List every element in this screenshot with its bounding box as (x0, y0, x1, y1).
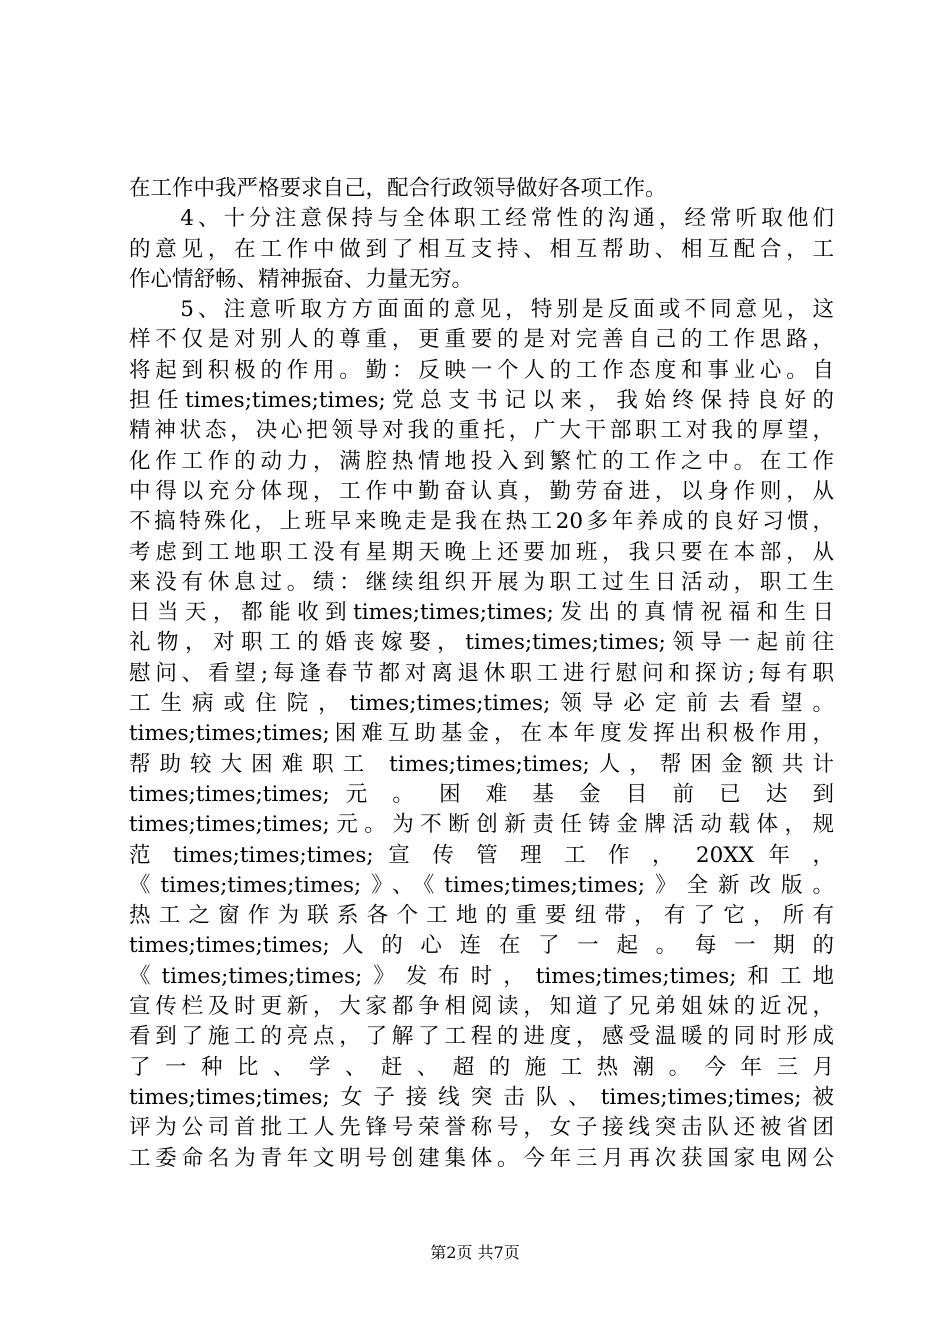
text-line: 评为公司首批工人先锋号荣誉称号，女子接线突击队还被省团 (129, 1115, 834, 1141)
text-line: 5、注意听取方方面面的意见，特别是反面或不同意见，这 (129, 297, 834, 323)
text-line: 来没有休息过。绩：继续组织开展为职工过生日活动，职工生 (129, 569, 834, 595)
text-line: 《times;times;times;》发布时，times;times;times;和工地 (129, 963, 834, 989)
text-line: 在工作中我严格要求自己，配合行政领导做好各项工作。 (129, 176, 667, 201)
text-line: times;times;times; 元 。 困 难 基 金 目 前 已 达 到 (129, 781, 834, 807)
text-line: 日当天，都能收到times;times;times;发出的真情祝福和生日 (129, 600, 834, 626)
text-line: 中得以充分体现，工作中勤奋认真，勤劳奋进，以身作则，从 (129, 478, 834, 504)
text-line: 样不仅是对别人的尊重，更重要的是对完善自己的工作思路， (129, 327, 834, 353)
text-line: times;times;times;女子接线突击队、times;times;times;被 (129, 1084, 834, 1110)
text-line: 作心情舒畅、精神振奋、力量无穷。 (129, 266, 474, 292)
text-line: 礼物，对职工的婚丧嫁娶，times;times;times;领导一起前往 (129, 630, 834, 656)
text-line: times;times;times; 人 的 心 连 在 了 一 起 。 每 一 期 的 (129, 933, 834, 959)
text-line: 工生病或住院，times;times;times;领导必定前去看望。 (129, 691, 834, 717)
text-line: 担任times;times;times;党总支书记以来，我始终保持良好的 (129, 388, 834, 414)
text-line: 《times;times;times;》、《times;times;times;》全新改版。 (129, 872, 834, 898)
text-line: 工委命名为青年文明号创建集体。今年三月再次获国家电网公 (129, 1145, 834, 1171)
text-line: 了 一 种 比 、 学 、 赶 、 超 的 施 工 热 潮 。 今 年 三 月 (129, 1054, 834, 1080)
text-line: 的意见，在工作中做到了相互支持、相互帮助、相互配合，工 (129, 236, 834, 262)
text-line: times;times;times;元。为不断创新责任铸金牌活动载体，规 (129, 812, 834, 838)
text-line: times;times;times;困难互助基金，在本年度发挥出积极作用， (129, 721, 834, 747)
text-line: 化作工作的动力，满腔热情地投入到繁忙的工作之中。在工作 (129, 448, 834, 474)
text-line: 4、十分注意保持与全体职工经常性的沟通，经常听取他们 (129, 206, 834, 232)
text-line: 热工之窗作为联系各个工地的重要纽带，有了它，所有 (129, 903, 834, 929)
text-line: 范 times;times;times; 宣 传 管 理 工 作 ， 20XX 年 ， (129, 842, 834, 868)
text-line: 不搞特殊化，上班早来晚走是我在热工20多年养成的良好习惯， (129, 509, 834, 535)
text-line: 精神状态，决心把领导对我的重托，广大干部职工对我的厚望， (129, 418, 834, 444)
text-line: 考虑到工地职工没有星期天晚上还要加班，我只要在本部，从 (129, 539, 834, 565)
body-text (129, 174, 834, 1174)
text-line: 慰问、看望;每逢春节都对离退休职工进行慰问和探访;每有职 (129, 660, 834, 686)
text-line: 将起到积极的作用。勤：反映一个人的工作态度和事业心。自 (129, 357, 834, 383)
text-line: 宣传栏及时更新，大家都争相阅读，知道了兄弟姐妹的近况， (129, 994, 834, 1020)
text-line: 帮助较大困难职工 times;times;times;人，帮困金额共计 (129, 751, 834, 777)
text-line: 看到了施工的亮点，了解了工程的进度，感受温暖的同时形成 (129, 1024, 834, 1050)
page-footer: 第2页 共7页 (430, 1243, 520, 1262)
